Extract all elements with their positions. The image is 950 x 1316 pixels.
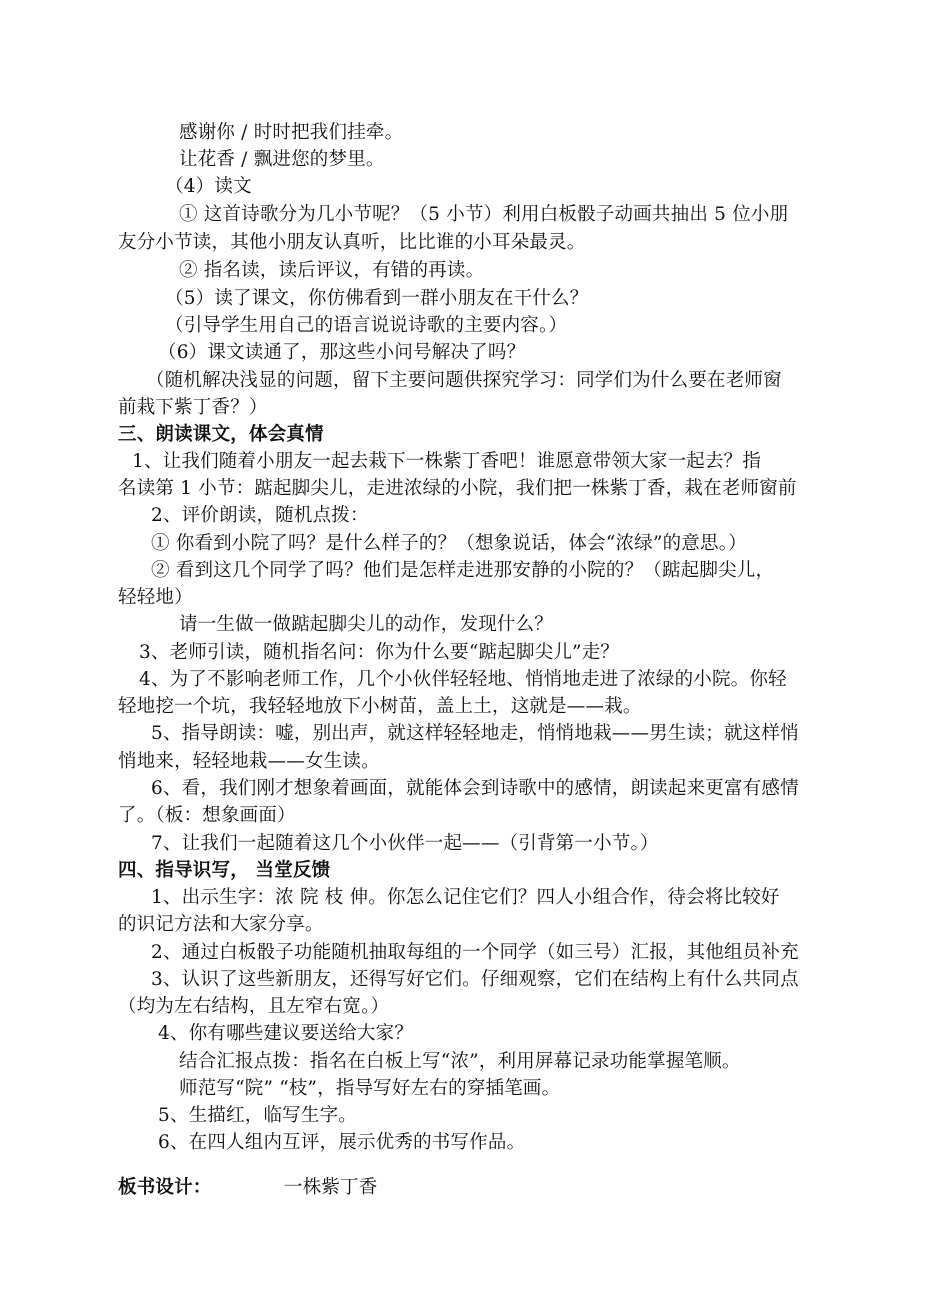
paragraph-line: 3、认识了这些新朋友，还得写好它们。仔细观察，它们在结构上有什么共同点 [151, 969, 799, 990]
paragraph-line: 2、评价朗读，随机点拨： [151, 505, 369, 526]
paragraph-line: 师范写“院” “枝”，指导写好左右的穿插笔画。 [179, 1078, 561, 1099]
paragraph-line: （均为左右结构，且左窄右宽。） [118, 996, 390, 1017]
paragraph-line: 5、指导朗读：嘘，别出声，就这样轻轻地走，悄悄地栽——男生读；就这样悄 [151, 723, 799, 744]
paragraph-line: 4、你有哪些建议要送给大家？ [158, 1023, 414, 1044]
paragraph-line: （5）读了课文，你仿佛看到一群小朋友在干什么？ [165, 288, 589, 309]
paragraph-line: 6、看，我们刚才想象着画面，就能体会到诗歌中的感情，朗读起来更富有感情 [151, 778, 799, 799]
paragraph-line: 了。（板：想象画面） [118, 805, 296, 826]
paragraph-line: 1、出示生字：浓 院 枝 伸。你怎么记住它们？四人小组合作，待会将比较好 [151, 887, 780, 908]
section-heading: 三、朗读课文，体会真情 [118, 424, 324, 445]
paragraph-line: 3、老师引读，随机指名问：你为什么要“踮起脚尖儿”走？ [139, 642, 620, 663]
paragraph-line: 6、在四人组内互评，展示优秀的书写作品。 [158, 1132, 526, 1153]
board-design-title: 一株紫丁香 [284, 1177, 378, 1198]
paragraph-line: 4、为了不影响老师工作，几个小伙伴轻轻地、悄悄地走进了浓绿的小院。你轻 [139, 669, 787, 690]
paragraph-line: （随机解决浅显的问题，留下主要问题供探究学习：同学们为什么要在老师窗 [146, 370, 782, 391]
step-heading: （4）读文 [165, 176, 252, 197]
poem-line: 让花香 / 飘进您的梦里。 [179, 149, 385, 170]
paragraph-line: ① 你看到小院了吗？是什么样子的？（想象说话，体会“浓绿”的意思。） [151, 533, 747, 554]
paragraph-line: （引导学生用自己的语言说说诗歌的主要内容。） [165, 315, 568, 336]
paragraph-line: （6）课文读通了，那这些小问号解决了吗？ [158, 342, 526, 363]
paragraph-line: 名读第 1 小节：踮起脚尖儿，走进浓绿的小院，我们把一株紫丁香，栽在老师窗前 [118, 478, 797, 499]
paragraph-line: 请一生做一做踮起脚尖儿的动作，发现什么？ [179, 614, 554, 635]
paragraph-line: ① 这首诗歌分为几小节呢？（5 小节）利用白板骰子动画共抽出 5 位小朋 [179, 204, 789, 225]
paragraph-line: ② 指名读，读后评议，有错的再读。 [179, 260, 485, 281]
paragraph-line: 5、生描红，临写生字。 [158, 1105, 357, 1126]
paragraph-line: 轻轻地） [118, 587, 193, 608]
paragraph-line: 友分小节读，其他小朋友认真听，比比谁的小耳朵最灵。 [118, 232, 586, 253]
paragraph-line: ② 看到这几个同学了吗？他们是怎样走进那安静的小院的？（踮起脚尖儿， [151, 560, 775, 581]
paragraph-line: 轻地挖一个坑，我轻轻地放下小树苗，盖上土，这就是——栽。 [118, 696, 642, 717]
paragraph-line: 结合汇报点拨：指名在白板上写“浓”，利用屏幕记录功能掌握笔顺。 [179, 1051, 741, 1072]
paragraph-line: 的识记方法和大家分享。 [118, 914, 324, 935]
paragraph-line: 2、通过白板骰子功能随机抽取每组的一个同学（如三号）汇报，其他组员补充 [151, 942, 799, 963]
paragraph-line: 1、让我们随着小朋友一起去栽下一株紫丁香吧！谁愿意带领大家一起去？指 [132, 451, 762, 472]
paragraph-line: 7、让我们一起随着这几个小伙伴一起——（引背第一小节。） [151, 833, 659, 854]
paragraph-line: 前栽下紫丁香？） [118, 397, 268, 418]
section-heading: 四、指导识写， 当堂反馈 [118, 860, 331, 881]
board-design-label: 板书设计： [118, 1177, 212, 1198]
poem-line: 感谢你 / 时时把我们挂牵。 [179, 122, 404, 143]
paragraph-line: 悄地来，轻轻地栽——女生读。 [118, 751, 380, 772]
